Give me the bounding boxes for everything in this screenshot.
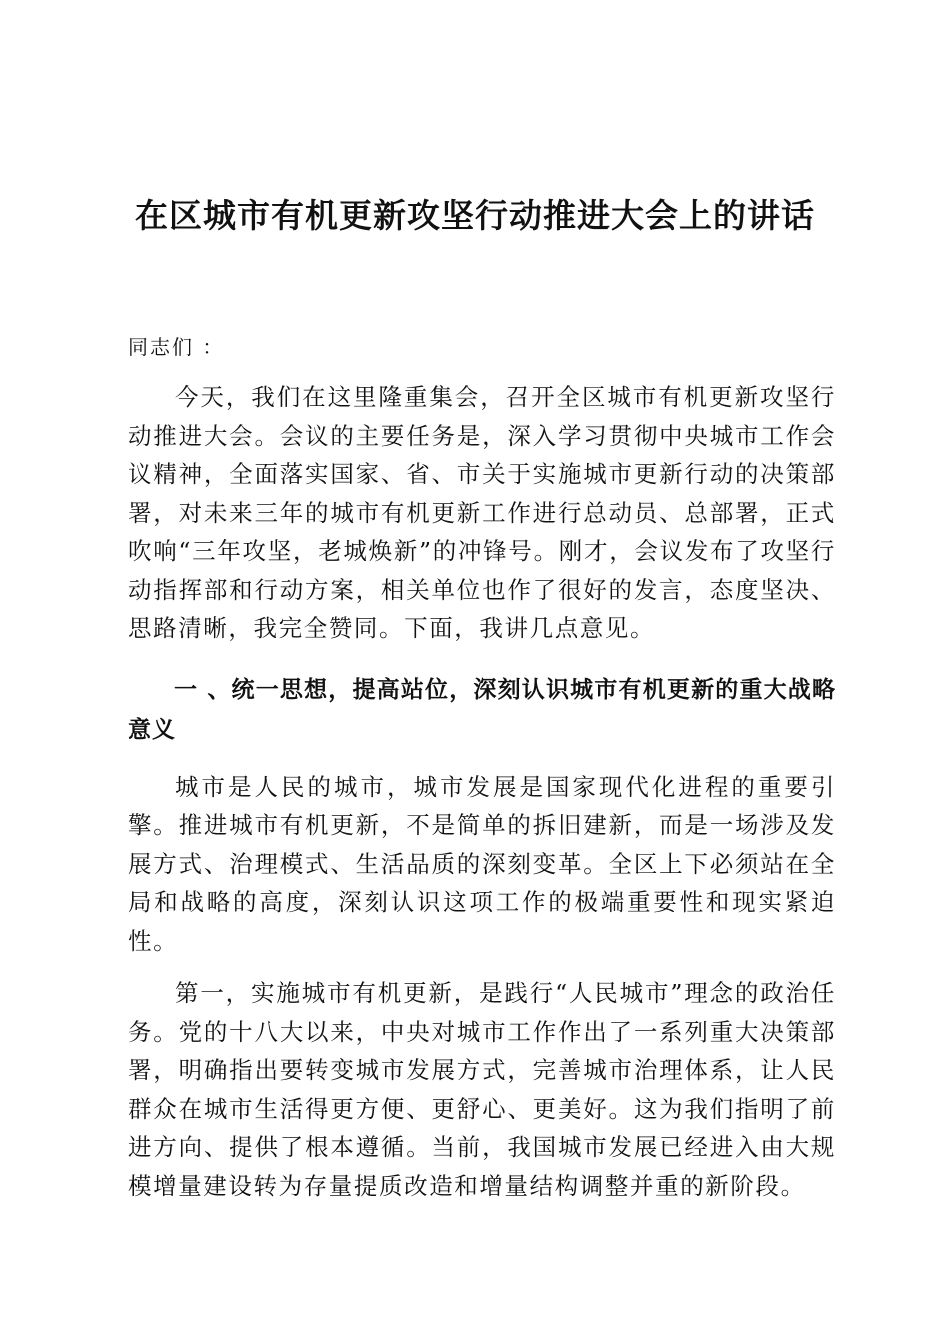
section-1-heading: 一 、统一思想，提高站位，深刻认识城市有机更新的重大战略意义: [128, 676, 836, 743]
document-body: [128, 330, 836, 1205]
salutation: 同志们 ：: [128, 335, 225, 359]
document-title: 在区城市有机更新攻坚行动推进大会上的讲话: [135, 196, 815, 235]
paragraph-gap: [128, 960, 836, 974]
intro-paragraph: 今天，我们在这里隆重集会，召开全区城市有机更新攻坚行动推进大会。会议的主要任务是，深入学习贯彻中央城市工作会议精神，全面落实国家、省、市关于实施城市更新行动的决策部署，对未来三年的城市有机更新工作进行总动员、总部署，正式吹响“三年攻坚，老城焕新”的冲锋号。刚才，会议发布了攻坚行动指挥部和行动方案，相关单位也作了很好的发言，态度坚决、思路清晰，我完全赞同。下面，我讲几点意见。: [128, 383, 836, 642]
section-1-paragraph-1: 城市是人民的城市，城市发展是国家现代化进程的重要引擎。推进城市有机更新，不是简单的拆旧建新，而是一场涉及发展方式、治理模式、生活品质的深刻变革。全区上下必须站在全局和战略的高度，深刻认识这项工作的极端重要性和现实紧迫性。: [128, 772, 836, 955]
section-1-paragraph-2: 第一，实施城市有机更新，是践行“人民城市”理念的政治任务。党的十八大以来，中央对城市工作作出了一系列重大决策部署，明确指出要转变城市发展方式，完善城市治理体系，让人民群众在城市生活得更方便、更舒心、更美好。这为我们指明了前进方向、提供了根本遵循。当前，我国城市发展已经进入由大规模增量建设转为存量提质改造和增量结构调整并重的新阶段。: [128, 979, 836, 1200]
